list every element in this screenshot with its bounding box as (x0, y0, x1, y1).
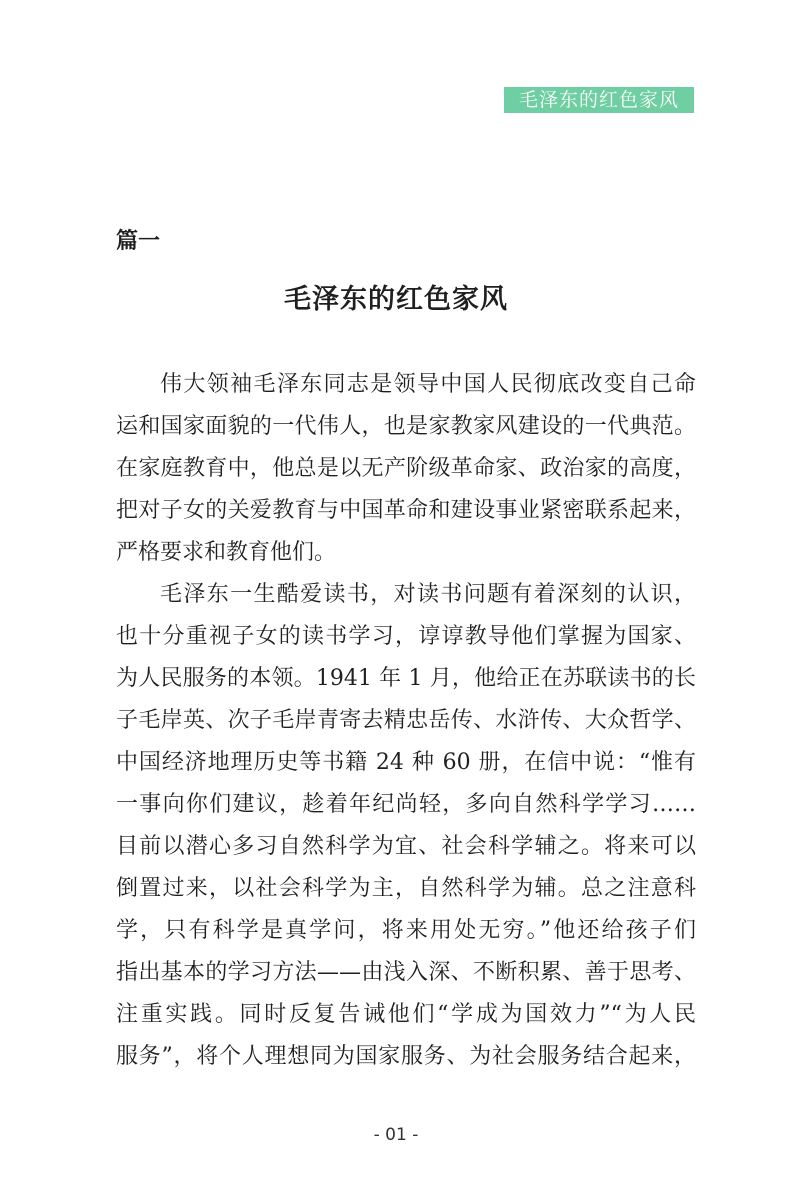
header-tag: 毛泽东的红色家风 (504, 87, 694, 113)
article-body (116, 364, 696, 1078)
body-line: 目前以潜心多习自然科学为宜、社会科学辅之。将来可以 (116, 834, 696, 859)
body-line: 为人民服务的本领。1941 年 1 月，他给正在苏联读书的长 (116, 666, 696, 691)
body-line: 服务”，将个人理想同为国家服务、为社会服务结合起来， (116, 1044, 696, 1069)
body-line: 严格要求和教育他们。 (116, 540, 337, 565)
body-line: 毛泽东一生酷爱读书，对读书问题有着深刻的认识， (160, 582, 696, 607)
body-line: 把对子女的关爱教育与中国革命和建设事业紧密联系起来， (116, 498, 696, 523)
body-line: 中国经济地理历史等书籍 24 种 60 册，在信中说：“惟有 (116, 750, 696, 775)
body-line: 一事向你们建议，趁着年纪尚轻，多向自然科学学习…… (116, 792, 696, 817)
body-line: 运和国家面貌的一代伟人，也是家教家风建设的一代典范。 (116, 414, 696, 439)
section-label: 篇一 (116, 229, 161, 254)
article-title: 毛泽东的红色家风 (284, 284, 508, 315)
body-line: 在家庭教育中，他总是以无产阶级革命家、政治家的高度， (116, 456, 696, 481)
body-line: 注重实践。同时反复告诫他们“学成为国效力”“为人民 (116, 1002, 696, 1027)
body-line: 也十分重视子女的读书学习，谆谆教导他们掌握为国家、 (116, 624, 696, 649)
page-number: - 01 - (373, 1125, 419, 1145)
body-line: 指出基本的学习方法——由浅入深、不断积累、善于思考、 (116, 960, 696, 985)
body-line: 倒置过来，以社会科学为主，自然科学为辅。总之注意科 (116, 876, 696, 901)
body-line: 伟大领袖毛泽东同志是领导中国人民彻底改变自己命 (160, 372, 696, 397)
body-line: 学，只有科学是真学问，将来用处无穷。”他还给孩子们 (116, 918, 696, 943)
body-line: 子毛岸英、次子毛岸青寄去精忠岳传、水浒传、大众哲学、 (116, 708, 696, 733)
